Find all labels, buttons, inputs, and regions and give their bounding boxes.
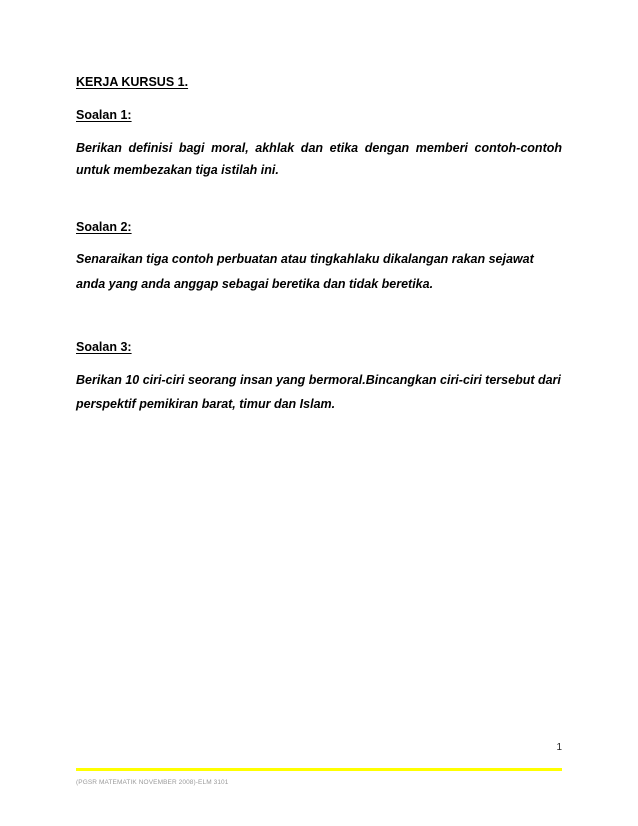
question-2-line-2: anda yang anda anggap sebagai beretika dan tidak beretika. (76, 277, 434, 291)
page-number: 1 (556, 742, 562, 753)
question-2-line-1: Senaraikan tiga contoh perbuatan atau tingkahlaku dikalangan rakan sejawat (76, 252, 534, 266)
document-title: KERJA KURSUS 1. (76, 75, 189, 89)
question-1-body: Berikan definisi bagi moral, akhlak dan etika dengan memberi contoh-contoh untuk membezakan tiga istilah ini. (76, 141, 562, 177)
question-3-line-2: perspektif pemikiran barat, timur dan Islam. (76, 397, 336, 411)
question-2-heading: Soalan 2: (76, 220, 132, 234)
footer-text: (PGSR MATEMATIK NOVEMBER 2008)-ELM 3101 (76, 779, 229, 786)
footer-rule (76, 768, 562, 771)
question-1-heading: Soalan 1: (76, 108, 132, 122)
question-3-heading: Soalan 3: (76, 340, 132, 354)
question-3-line-1: Berikan 10 ciri-ciri seorang insan yang bermoral.Bincangkan ciri-ciri tersebut dari (76, 373, 561, 387)
